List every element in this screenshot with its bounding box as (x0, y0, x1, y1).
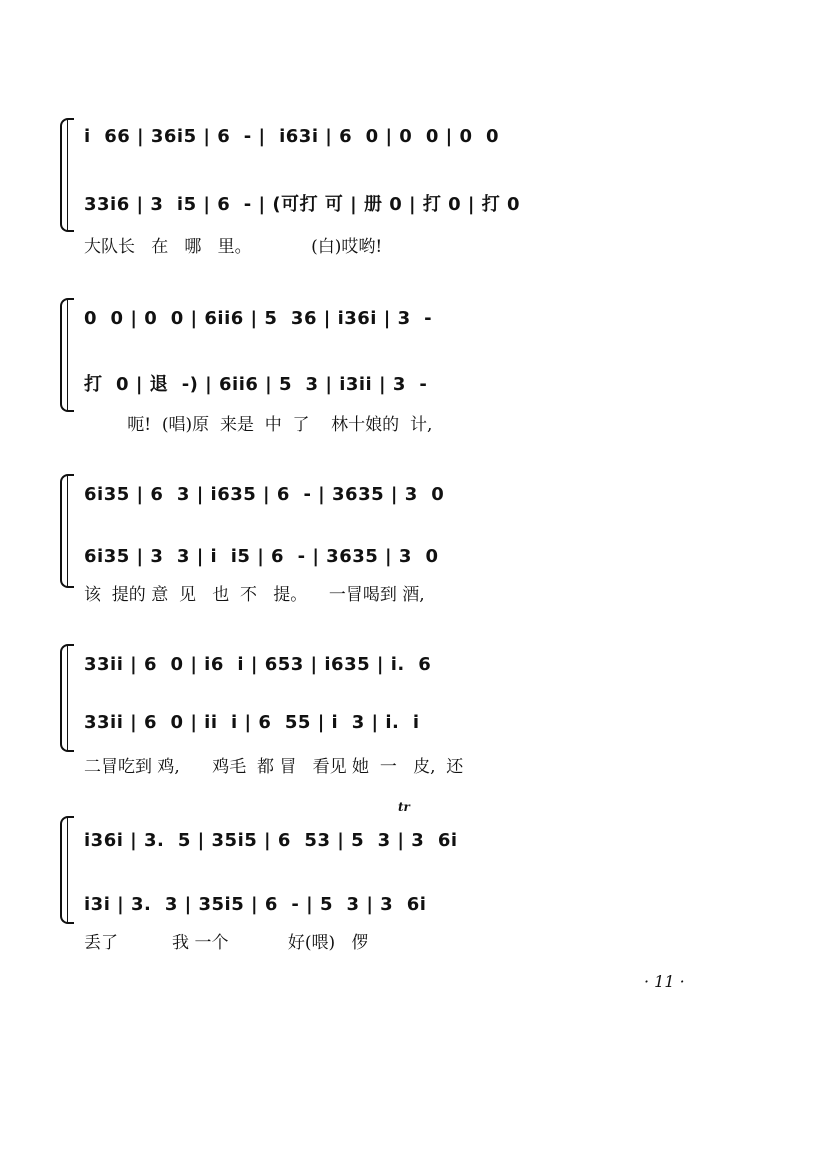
score-system-3 (60, 466, 720, 616)
upper-staff (84, 304, 720, 340)
system-brace (60, 298, 74, 412)
lyrics-line: 丢了 我 一个 好(喂) 㑩 (84, 933, 369, 953)
lower-notes: 打 0 | 退 -) | 6ii6 | 5 3 | i3ii | 3 - (84, 374, 428, 395)
system-brace (60, 644, 74, 752)
lower-staff (84, 542, 720, 578)
lyrics-line: 大队长 在 哪 里。 (白)哎哟! (84, 237, 383, 257)
lower-notes: 33i6 | 3 i5 | 6 - | (可打 可 | 册 0 | 打 0 | 打 0 (84, 194, 521, 215)
trill-mark: tr (398, 800, 410, 814)
lower-staff (84, 708, 720, 744)
lower-staff (84, 186, 720, 222)
upper-notes: 33ii | 6 0 | i6 i | 653 | i635 | i. 6 (84, 654, 432, 675)
lower-staff (84, 366, 720, 402)
lower-notes: 33ii | 6 0 | ii i | 6 55 | i 3 | i. i (84, 712, 420, 733)
upper-staff (84, 826, 720, 862)
score-system-5 (60, 800, 720, 953)
upper-staff (84, 122, 720, 158)
lower-notes: 6i35 | 3 3 | i i5 | 6 - | 3635 | 3 0 (84, 546, 439, 567)
upper-staff (84, 650, 720, 686)
lower-notes: i3i | 3. 3 | 35i5 | 6 - | 5 3 | 3 6i (84, 894, 427, 915)
upper-notes: 6i35 | 6 3 | i635 | 6 - | 3635 | 3 0 (84, 484, 445, 505)
page-number: · 11 · (644, 972, 685, 991)
score-system-2 (60, 290, 720, 440)
upper-notes: i 66 | 36i5 | 6 - | i63i | 6 0 | 0 0 | 0 0 (84, 126, 500, 147)
lyrics-line: 呃! (唱)原 来是 中 了 林十娘的 计, (84, 415, 433, 435)
upper-notes: 0 0 | 0 0 | 6ii6 | 5 36 | i36i | 3 - (84, 308, 433, 329)
score-system-1 (60, 110, 720, 257)
system-brace (60, 816, 74, 924)
system-brace (60, 474, 74, 588)
lyrics-line: 二冒吃到 鸡, 鸡毛 都 冒 看见 她 一 皮, 还 (84, 757, 464, 777)
lower-staff (84, 890, 720, 926)
lyrics-line: 该 提的 意 见 也 不 提。 一冒喝到 酒, (84, 585, 425, 605)
upper-staff (84, 480, 720, 516)
system-brace (60, 118, 74, 232)
score-system-4 (60, 636, 720, 786)
upper-notes: i36i | 3. 5 | 35i5 | 6 53 | 5 3 | 3 6i (84, 830, 458, 851)
